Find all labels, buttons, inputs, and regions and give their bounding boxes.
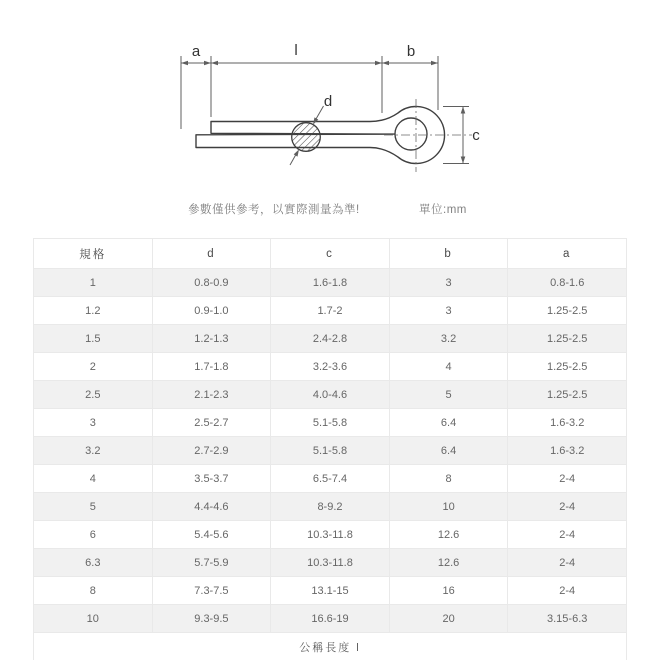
table-cell: 1.2 xyxy=(34,297,153,325)
table-cell: 2.4-2.8 xyxy=(271,325,390,353)
spec-table-body xyxy=(34,269,627,633)
table-cell: 1.6-3.2 xyxy=(508,409,627,437)
table-cell: 16.6-19 xyxy=(271,605,390,633)
table-cell: 10 xyxy=(34,605,153,633)
table-row xyxy=(34,465,627,493)
table-row xyxy=(34,325,627,353)
unit-label: 單位:mm xyxy=(419,204,467,216)
table-cell: 2-4 xyxy=(508,521,627,549)
table-row xyxy=(34,297,627,325)
column-header: b xyxy=(389,239,508,269)
table-cell: 9.3-9.5 xyxy=(152,605,271,633)
pin-eye-hole xyxy=(395,118,427,150)
table-cell: 2 xyxy=(34,353,153,381)
table-cell: 1.6-3.2 xyxy=(508,437,627,465)
table-cell: 3.2 xyxy=(389,325,508,353)
table-cell: 6.3 xyxy=(34,549,153,577)
table-cell: 6.5-7.4 xyxy=(271,465,390,493)
table-cell: 7.3-7.5 xyxy=(152,577,271,605)
table-row xyxy=(34,353,627,381)
table-cell: 13.1-15 xyxy=(271,577,390,605)
table-cell: 1.2-1.3 xyxy=(152,325,271,353)
table-cell: 10 xyxy=(389,493,508,521)
spec-table-header-row xyxy=(34,239,627,269)
spec-table-foot xyxy=(34,633,627,660)
footer-row xyxy=(34,633,627,660)
table-cell: 3 xyxy=(389,269,508,297)
column-header: 規格 xyxy=(34,239,153,269)
dim-label-l: l xyxy=(294,42,298,59)
spec-table xyxy=(33,238,627,660)
table-row xyxy=(34,577,627,605)
table-cell: 1.25-2.5 xyxy=(508,325,627,353)
table-cell: 10.3-11.8 xyxy=(271,549,390,577)
table-cell: 3.15-6.3 xyxy=(508,605,627,633)
note-line xyxy=(188,201,628,217)
column-header: d xyxy=(152,239,271,269)
table-cell: 1 xyxy=(34,269,153,297)
table-cell: 8 xyxy=(389,465,508,493)
table-row xyxy=(34,521,627,549)
table-cell: 5.4-5.6 xyxy=(152,521,271,549)
table-row xyxy=(34,493,627,521)
dim-label-d: d xyxy=(323,93,333,110)
spec-table-head xyxy=(34,239,627,269)
table-cell: 1.7-1.8 xyxy=(152,353,271,381)
column-header: c xyxy=(271,239,390,269)
table-cell: 1.25-2.5 xyxy=(508,297,627,325)
table-cell: 5.1-5.8 xyxy=(271,437,390,465)
table-cell: 20 xyxy=(389,605,508,633)
table-cell: 8 xyxy=(34,577,153,605)
table-cell: 4 xyxy=(389,353,508,381)
table-cell: 2.5 xyxy=(34,381,153,409)
table-cell: 1.6-1.8 xyxy=(271,269,390,297)
table-row xyxy=(34,437,627,465)
table-cell: 1.25-2.5 xyxy=(508,381,627,409)
table-cell: 0.9-1.0 xyxy=(152,297,271,325)
table-cell: 3.5-3.7 xyxy=(152,465,271,493)
table-cell: 3.2-3.6 xyxy=(271,353,390,381)
table-cell: 12.6 xyxy=(389,549,508,577)
dim-label-c: c xyxy=(472,127,480,144)
column-header: a xyxy=(508,239,627,269)
table-cell: 2.5-2.7 xyxy=(152,409,271,437)
table-cell: 2.7-2.9 xyxy=(152,437,271,465)
table-row xyxy=(34,381,627,409)
table-cell: 2-4 xyxy=(508,493,627,521)
horizontal-dimension-line xyxy=(181,61,438,66)
table-cell: 4.0-4.6 xyxy=(271,381,390,409)
table-cell: 2-4 xyxy=(508,465,627,493)
table-cell: 3 xyxy=(389,297,508,325)
table-cell: 16 xyxy=(389,577,508,605)
footer-cell: 公稱長度 l xyxy=(34,633,627,660)
table-cell: 1.25-2.5 xyxy=(508,353,627,381)
table-cell: 1.5 xyxy=(34,325,153,353)
table-cell: 10.3-11.8 xyxy=(271,521,390,549)
table-cell: 5.1-5.8 xyxy=(271,409,390,437)
cotter-pin-drawing xyxy=(0,0,660,235)
wire-cross-section xyxy=(292,123,321,152)
table-cell: 4 xyxy=(34,465,153,493)
table-cell: 6.4 xyxy=(389,437,508,465)
table-row xyxy=(34,605,627,633)
table-cell: 8-9.2 xyxy=(271,493,390,521)
table-cell: 5 xyxy=(34,493,153,521)
table-row xyxy=(34,409,627,437)
table-cell: 0.8-0.9 xyxy=(152,269,271,297)
table-cell: 2-4 xyxy=(508,549,627,577)
dim-label-b: b xyxy=(406,43,416,60)
table-cell: 2-4 xyxy=(508,577,627,605)
table-cell: 5 xyxy=(389,381,508,409)
table-cell: 0.8-1.6 xyxy=(508,269,627,297)
table-cell: 3 xyxy=(34,409,153,437)
table-row xyxy=(34,269,627,297)
table-row xyxy=(34,549,627,577)
table-cell: 12.6 xyxy=(389,521,508,549)
disclaimer-text: 參數僅供參考，以實際測量為準! xyxy=(188,204,360,216)
table-cell: 6 xyxy=(34,521,153,549)
table-cell: 4.4-4.6 xyxy=(152,493,271,521)
table-cell: 1.7-2 xyxy=(271,297,390,325)
table-cell: 2.1-2.3 xyxy=(152,381,271,409)
dim-label-a: a xyxy=(191,43,201,60)
table-cell: 6.4 xyxy=(389,409,508,437)
table-cell: 3.2 xyxy=(34,437,153,465)
table-cell: 5.7-5.9 xyxy=(152,549,271,577)
